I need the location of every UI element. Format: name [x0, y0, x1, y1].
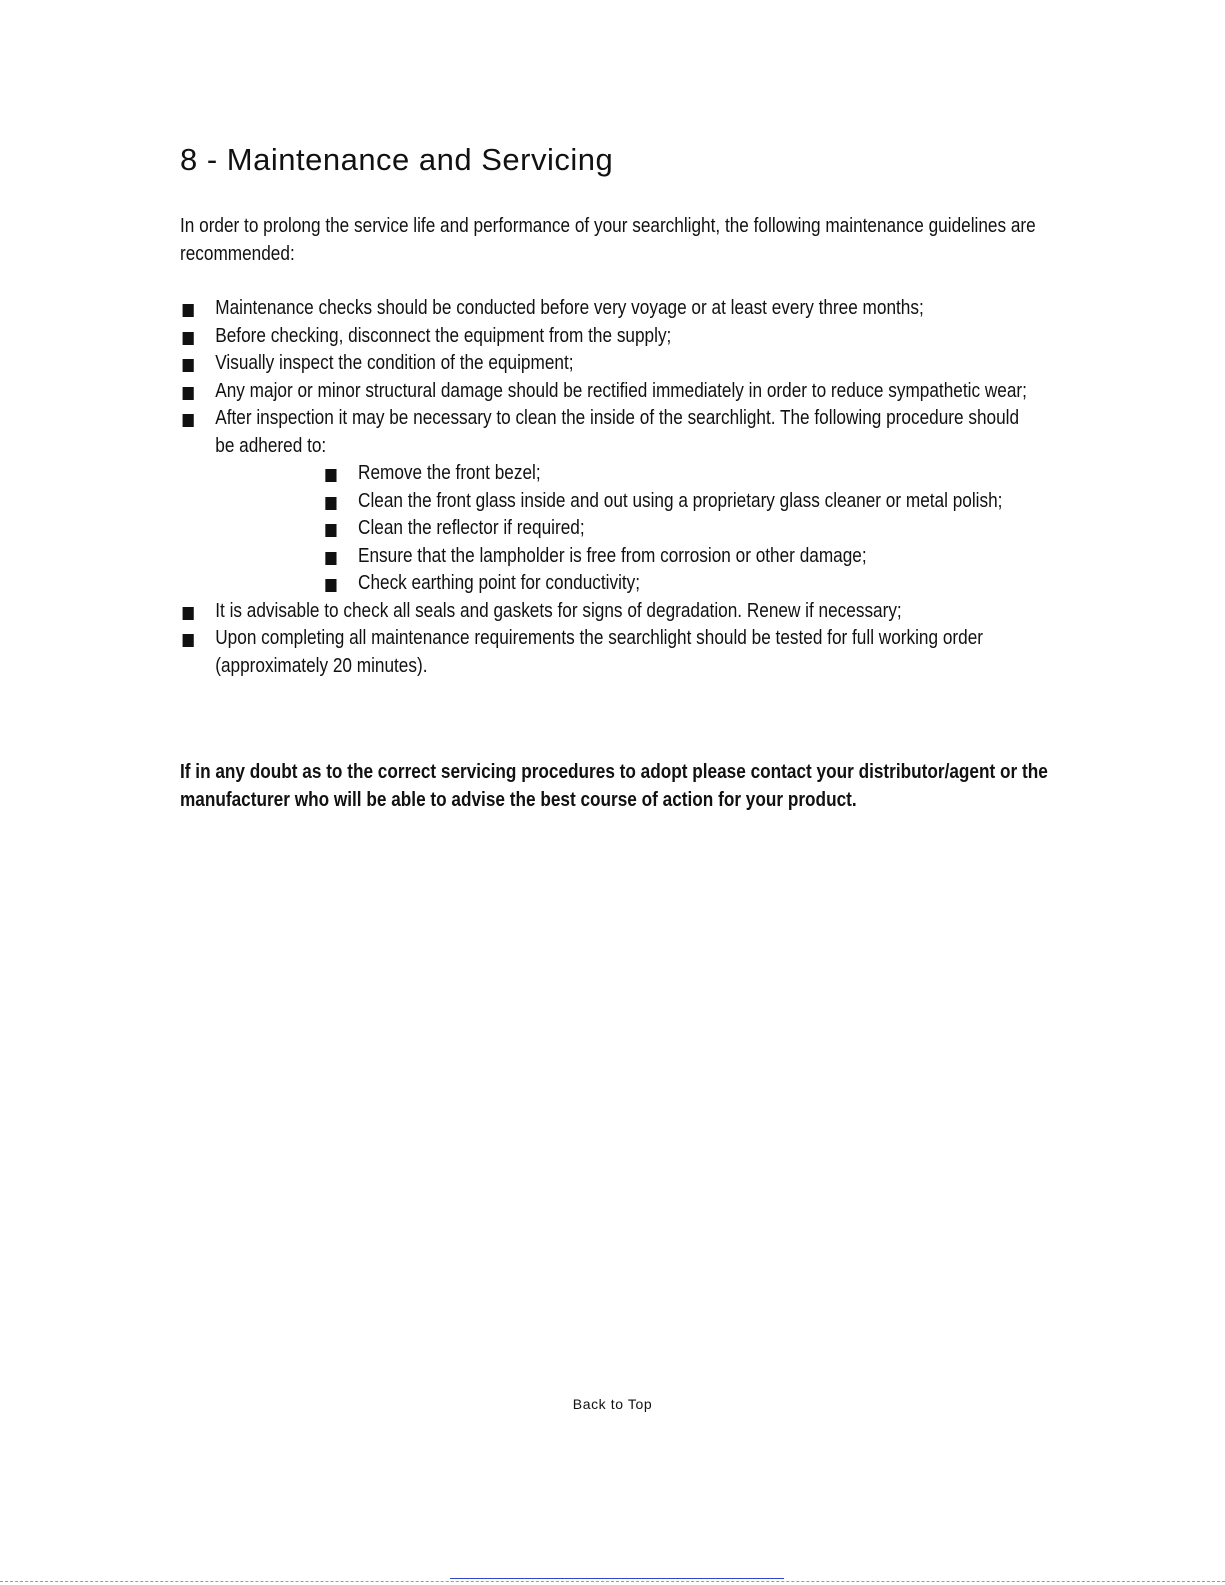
list-item: [180, 350, 1040, 378]
square-bullet-icon: [183, 304, 194, 317]
sub-list-item-text: Check earthing point for conductivity;: [358, 572, 641, 594]
intro-paragraph: In order to prolong the service life and performance of your searchlight, the following maintenance guidelines are recommended:: [180, 215, 1036, 265]
list-item-text: Before checking, disconnect the equipment from the supply;: [215, 324, 672, 347]
square-bullet-icon: [183, 414, 194, 427]
sub-list-item-text: Clean the front glass inside and out using a proprietary glass cleaner or metal polish;: [358, 489, 1003, 512]
sub-list-item: [180, 515, 1040, 543]
list-item-text: Visually inspect the condition of the equipment;: [215, 352, 574, 374]
sub-list-item-text: Clean the reflector if required;: [358, 517, 585, 539]
list-item: [180, 378, 1040, 406]
back-to-top-link[interactable]: Back to Top: [572, 1396, 653, 1412]
sub-list-item-text: Ensure that the lampholder is free from corrosion or other damage;: [358, 544, 867, 567]
list-item-text: Maintenance checks should be conducted before very voyage or at least every three months;: [215, 297, 924, 319]
maintenance-list: [180, 295, 1040, 680]
list-item: [180, 295, 1040, 323]
square-bullet-icon: [325, 552, 336, 565]
square-bullet-icon: [183, 387, 194, 400]
list-item-text: Any major or minor structural damage should be rectified immediately in order to reduce sympathetic wear;: [215, 379, 1027, 402]
list-item: [180, 598, 1040, 626]
list-item-text: Upon completing all maintenance requirements the searchlight should be tested for full working order (approximately 20 minutes).: [215, 627, 983, 677]
square-bullet-icon: [183, 634, 194, 647]
square-bullet-icon: [183, 359, 194, 372]
sub-list-item: [180, 543, 1040, 571]
list-item-text: After inspection it may be necessary to clean the inside of the searchlight. The following procedure should be adhered to:: [215, 407, 1020, 457]
page-title: 8 - Maintenance and Servicing: [180, 142, 614, 177]
sub-list-item: [180, 488, 1040, 516]
link-underline: [450, 1578, 784, 1579]
contact-note: If in any doubt as to the correct servicing procedures to adopt please contact your distributor/agent or the manufacturer who will be able to advise the best course of action for your product.: [180, 761, 1048, 811]
square-bullet-icon: [325, 469, 336, 482]
sub-list-item: [180, 570, 1040, 598]
sub-list-item: [180, 460, 1040, 488]
square-bullet-icon: [325, 524, 336, 537]
square-bullet-icon: [325, 579, 336, 592]
list-item: [180, 625, 1040, 680]
list-item: [180, 323, 1040, 351]
square-bullet-icon: [183, 607, 194, 620]
page-bottom-divider: [0, 1581, 1225, 1582]
square-bullet-icon: [183, 332, 194, 345]
list-item: [180, 405, 1040, 460]
square-bullet-icon: [325, 497, 336, 510]
sub-list-item-text: Remove the front bezel;: [358, 462, 541, 484]
list-item-text: It is advisable to check all seals and gaskets for signs of degradation. Renew if necessary;: [215, 599, 902, 622]
